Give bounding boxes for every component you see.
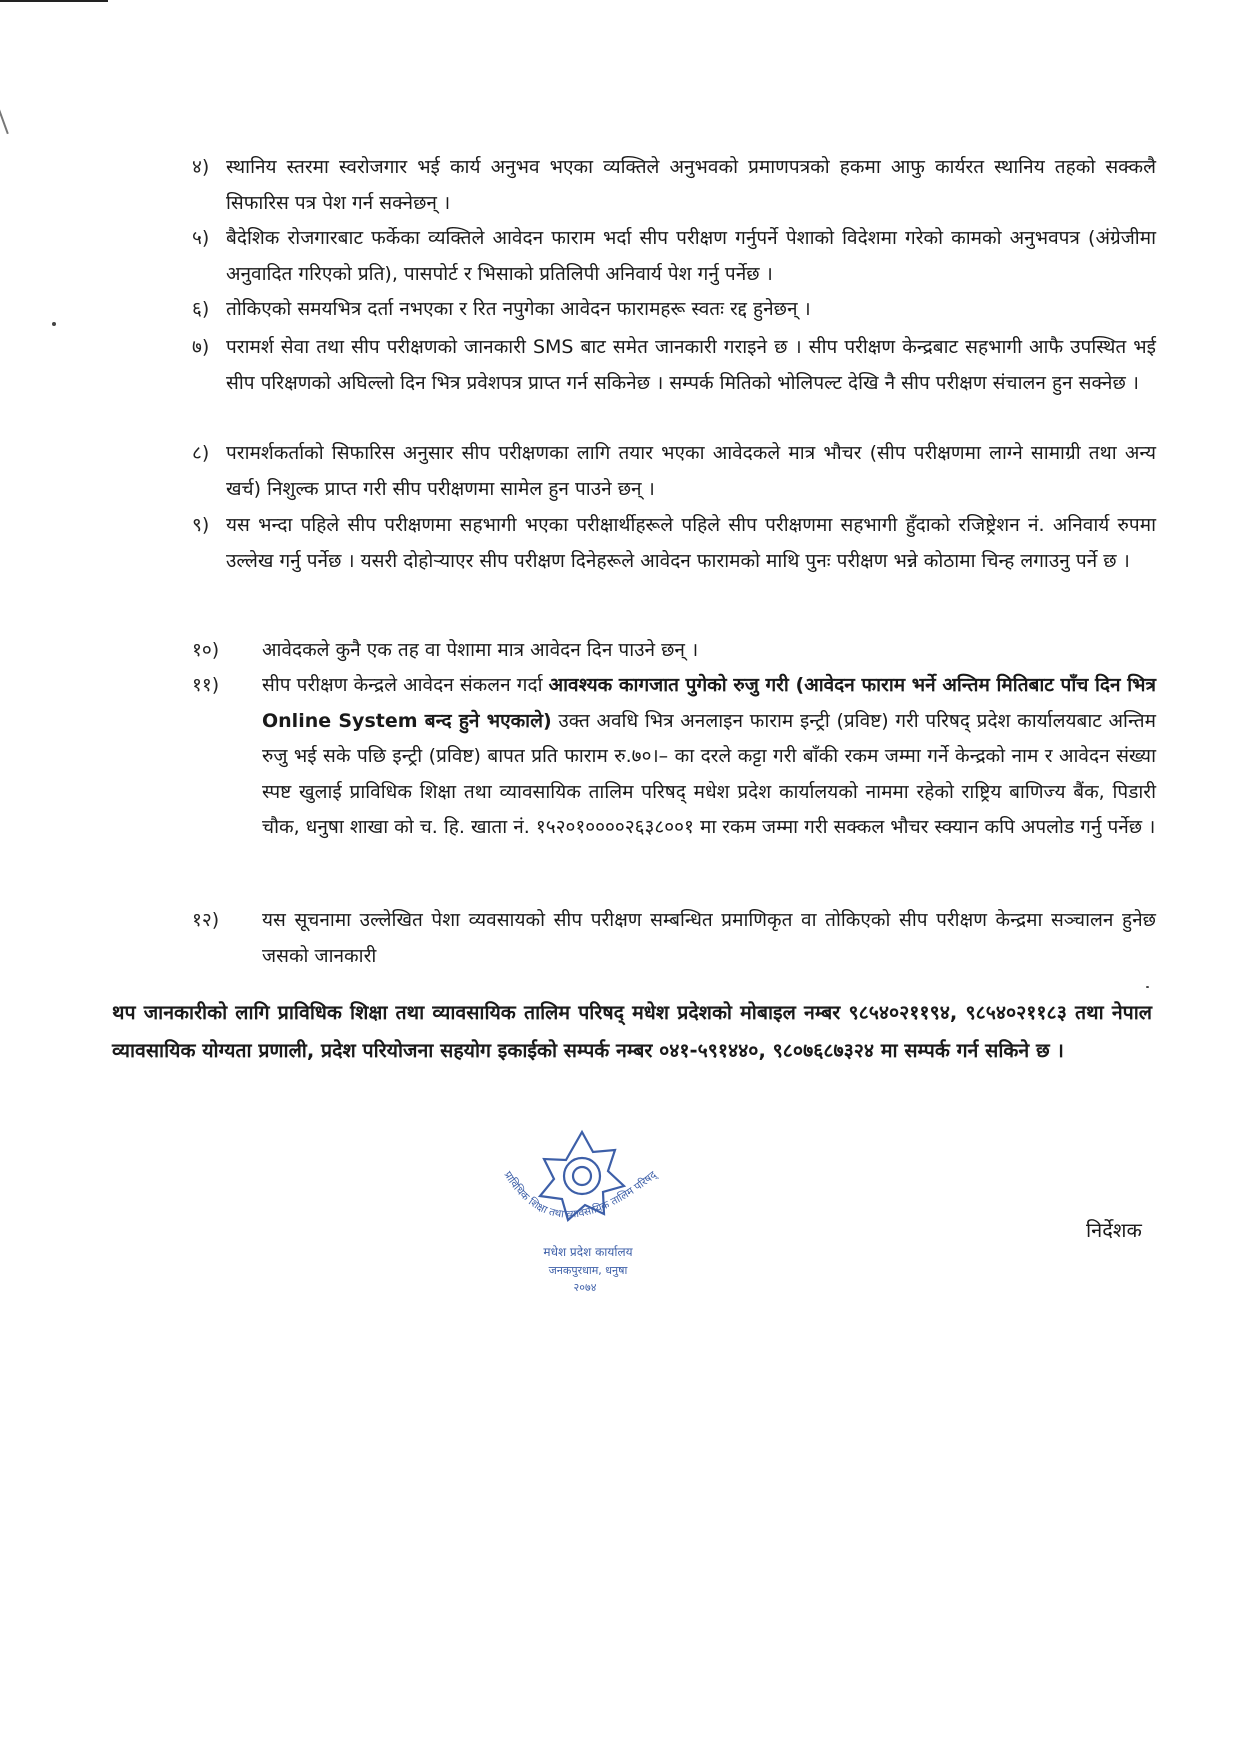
list-item <box>192 668 1156 846</box>
list-item <box>192 633 1156 669</box>
item-text <box>262 668 1156 846</box>
seal-line: २०७४ <box>573 1281 597 1294</box>
item-text-bold: आवश्यक कागजात पुगेको रुजु गरी (आवेदन फाराम भर्ने अन्तिम मितिबाट पाँच दिन भित्र Online System बन्द हुने भएकाले) <box>262 674 1156 732</box>
item-text: स्थानिय स्तरमा स्वरोजगार भई कार्य अनुभव भएका व्यक्तिले अनुभवको प्रमाणपत्रको हकमा आफु कार्यरत स्थानिय तहको सक्कलै सिफारिस पत्र पेश गर्न सक्नेछन् । <box>226 156 1156 214</box>
list-item <box>192 508 1156 579</box>
item-number: ४) <box>192 156 210 178</box>
list-item <box>192 903 1156 974</box>
item-number: ५) <box>192 227 210 249</box>
item-text-part: सीप परीक्षण केन्द्रले आवेदन संकलन गर्दा <box>262 674 549 696</box>
list-item <box>192 221 1156 292</box>
item-number: ११) <box>192 674 220 696</box>
list-item <box>192 436 1156 507</box>
list-item <box>192 330 1156 401</box>
item-number: ८) <box>192 442 210 464</box>
scan-speck <box>1146 986 1149 988</box>
seal-arc-text: प्राविधिक शिक्षा तथा व्यावसायिक तालिम परिषद् <box>501 1169 659 1221</box>
office-seal <box>482 1128 692 1298</box>
signature-title: निर्देशक <box>1086 1218 1142 1242</box>
item-number: १२) <box>192 909 220 931</box>
scan-corner-mark <box>0 0 108 2</box>
item-number: ९) <box>192 514 210 536</box>
item-text: परामर्शकर्ताको सिफारिस अनुसार सीप परीक्षणका लागि तयार भएका आवेदकले मात्र भौचर (सीप परीक्षणमा लाग्ने सामाग्री तथा अन्य खर्च) निशुल्क प्राप्त गरी सीप परीक्षणमा सामेल हुन पाउने छन् । <box>226 442 1156 500</box>
seal-line: मधेश प्रदेश कार्यालय <box>543 1245 633 1259</box>
list-item <box>192 150 1156 221</box>
item-number: १०) <box>192 639 220 661</box>
seal-line: जनकपुरधाम, धनुषा <box>548 1264 628 1277</box>
item-text: यस भन्दा पहिले सीप परीक्षणमा सहभागी भएका परीक्षार्थीहरूले पहिले सीप परीक्षणमा सहभागी हुँदाको रजिष्ट्रेशन नं. अनिवार्य रुपमा उल्लेख गर्नु पर्नेछ । यसरी दोहोर्‍याएर सीप परीक्षण दिनेहरूले आवेदन फारामको माथि पुनः परीक्षण भन्ने कोठामा चिन्ह लगाउनु पर्ने छ । <box>226 514 1156 572</box>
item-text: तोकिएको समयभित्र दर्ता नभएका र रित नपुगेका आवेदन फारामहरू स्वतः रद्द हुनेछन् । <box>226 298 811 320</box>
item-text: आवेदकले कुनै एक तह वा पेशामा मात्र आवेदन दिन पाउने छन् । <box>262 639 699 661</box>
item-number: ७) <box>192 336 210 358</box>
item-number: ६) <box>192 298 210 320</box>
item-text: यस सूचनामा उल्लेखित पेशा व्यवसायको सीप परीक्षण सम्बन्धित प्रमाणिकृत वा तोकिएको सीप परीक्षण केन्द्रमा सञ्चालन हुनेछ जसको जानकारी <box>262 909 1156 967</box>
scan-speck <box>52 322 56 326</box>
item-text: बैदेशिक रोजगारबाट फर्केका व्यक्तिले आवेदन फाराम भर्दा सीप परीक्षण गर्नुपर्ने पेशाको विदेशमा गरेको कामको अनुभवपत्र (अंग्रेजीमा अनुवादित गरिएको प्रति), पासपोर्ट र भिसाको प्रतिलिपी अनिवार्य पेश गर्नु पर्नेछ । <box>226 227 1156 285</box>
contact-paragraph: थप जानकारीको लागि प्राविधिक शिक्षा तथा व्यावसायिक तालिम परिषद् मधेश प्रदेशको मोबाइल नम्बर ९८५४०२११९४, ९८५४०२११८३ तथा नेपाल व्यावसायिक योग्यता प्रणाली, प्रदेश परियोजना सहयोग इकाईको सम्पर्क नम्बर ०४१-५९१४४०, ९८०७६८७३२४ मा सम्पर्क गर्न सकिने छ । <box>112 1001 1152 1062</box>
item-text-part: उक्त अवधि भित्र अनलाइन फाराम इन्ट्री (प्रविष्ट) गरी परिषद् प्रदेश कार्यालयबाट अन्तिम रुजु भई सके पछि इन्ट्री (प्रविष्ट) बापत प्रति फाराम रु.७०।– का दरले कट्टा गरी बाँकी रकम जम्मा गर्ने केन्द्रको नाम र आवेदन संख्या स्पष्ट खुलाई प्राविधिक शिक्षा तथा व्यावसायिक तालिम परिषद् मधेश प्रदेश कार्यालयको नाममा रहेको राष्ट्रिय बाणिज्य बैंक, पिडारी चौक, धनुषा शाखा को च. हि. खाता नं. १५२०१००००२६३८००१ मा रकम जम्मा गरी सक्कल भौचर स्क्यान कपि अपलोड गर्नु पर्नेछ । <box>262 709 1156 838</box>
item-text: परामर्श सेवा तथा सीप परीक्षणको जानकारी SMS बाट समेत जानकारी गराइने छ । सीप परीक्षण केन्द्रबाट सहभागी आफै उपस्थित भई सीप परिक्षणको अघिल्लो दिन भित्र प्रवेशपत्र प्राप्त गर्न सकिनेछ । सम्पर्क मितिको भोलिपल्ट देखि नै सीप परीक्षण संचालन हुन सक्नेछ । <box>226 336 1156 394</box>
scan-edge-mark <box>0 96 9 134</box>
list-item <box>192 292 1156 328</box>
